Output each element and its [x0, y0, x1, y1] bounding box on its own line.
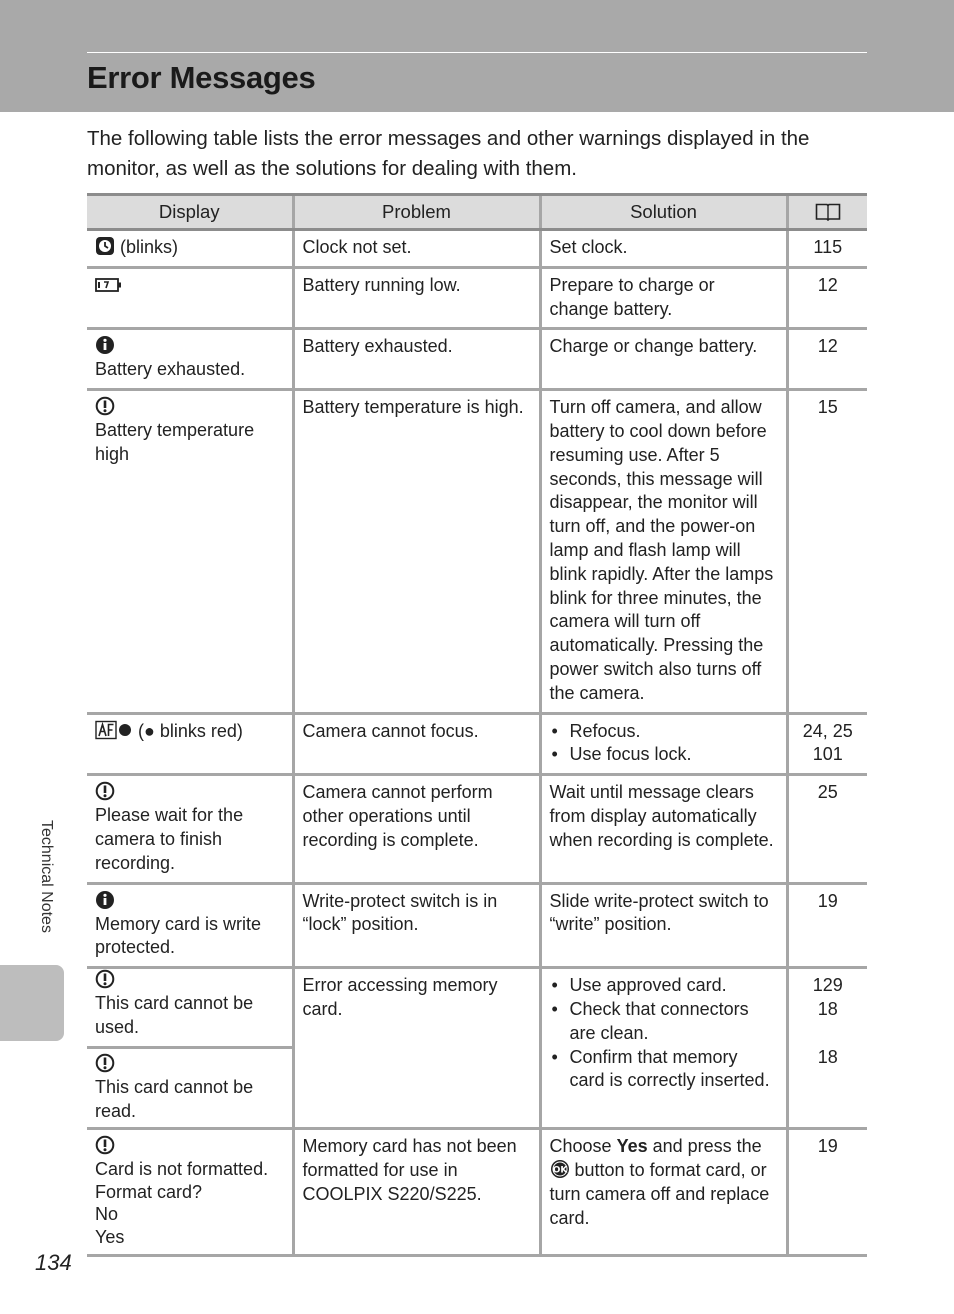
- display-cell: [87, 329, 293, 390]
- problem-cell: Error accessing memory card.: [293, 968, 540, 1129]
- display-part: [87, 1049, 292, 1128]
- display-line: No: [95, 1204, 119, 1225]
- problem-cell: Camera cannot perform other operations until recording is complete.: [293, 775, 540, 883]
- problem-cell: Memory card has not been formatted for use in COOLPIX S220/S225.: [293, 1129, 540, 1256]
- page-number: 134: [35, 1250, 72, 1275]
- intro-paragraph: The following table lists the error messages and other warnings displayed in the monitor, as well as the solutions for dealing with them.: [87, 127, 810, 180]
- solution-list: [550, 974, 778, 1093]
- solution-list: [550, 720, 778, 768]
- table-row: [87, 775, 867, 883]
- solution-cell: [540, 713, 787, 775]
- solution-cell: [540, 1129, 787, 1256]
- display-cell: [87, 775, 293, 883]
- page-title: Error Messages: [87, 60, 316, 95]
- table-header-row: [87, 195, 867, 230]
- display-part: [87, 969, 292, 1049]
- table-row: [87, 713, 867, 775]
- problem-cell: Clock not set.: [293, 230, 540, 268]
- reference-cell: 25: [787, 775, 867, 883]
- solution-item: • Confirm that memory card is correctly inserted.: [550, 1046, 778, 1094]
- solution-header: Solution: [540, 195, 787, 230]
- info-icon: [95, 890, 115, 910]
- solution-text: Choose: [549, 1136, 612, 1157]
- warning-icon: [95, 969, 115, 989]
- reference-cell: 19: [787, 1129, 867, 1256]
- warning-icon: [95, 781, 115, 801]
- reference-cell: 19: [787, 883, 867, 968]
- clock-warning-icon: [95, 236, 115, 256]
- reference-line: [791, 1022, 866, 1046]
- solution-cell: Slide write-protect switch to “write” position.: [540, 883, 787, 968]
- solution-cell: Charge or change battery.: [540, 329, 787, 390]
- table-row: [87, 1129, 867, 1256]
- display-cell: [87, 267, 293, 329]
- table-row: [87, 883, 867, 968]
- reference-line: 129: [812, 975, 843, 996]
- display-text: Please wait for the camera to finish recording.: [95, 805, 244, 873]
- reference-cell: 12: [787, 267, 867, 329]
- reference-line: 24, 25: [802, 720, 853, 741]
- solution-cell: Prepare to charge or change battery.: [540, 267, 787, 329]
- reference-cell: 15: [787, 390, 867, 713]
- reference-cell: 115: [787, 230, 867, 268]
- problem-header: Problem: [293, 195, 540, 230]
- low-battery-icon: [95, 276, 123, 294]
- solution-item: • Use focus lock.: [550, 743, 778, 767]
- reference-cell: [787, 713, 867, 775]
- display-text: Battery exhausted.: [95, 359, 246, 380]
- info-icon: [95, 335, 115, 355]
- display-cell: [87, 1129, 293, 1256]
- solution-cell: Wait until message clears from display automatically when recording is complete.: [540, 775, 787, 883]
- reference-header: [787, 195, 867, 230]
- display-line: Card is not formatted.: [95, 1159, 269, 1180]
- solution-yes-text: Yes: [616, 1136, 648, 1157]
- reference-line: 18: [817, 1046, 838, 1067]
- problem-cell: Battery running low.: [293, 267, 540, 329]
- table-row: [87, 329, 867, 390]
- svg-text:OK: OK: [552, 1165, 567, 1176]
- solution-text: button to format card, or turn camera off and replace card.: [549, 1160, 770, 1228]
- solution-cell: Set clock.: [540, 230, 787, 268]
- solution-item: • Use approved card.: [550, 974, 778, 998]
- solution-cell: Turn off camera, and allow battery to cool down before resuming use. After 5 seconds, this message will disappear, the monitor will turn off, and the power-on lamp and flash lamp will blink rapidly. After the lamps blink for three minutes, the camera will turn off automatically. Pressing the power switch also turns off the camera.: [540, 390, 787, 713]
- display-cell: [87, 390, 293, 713]
- table-row: [87, 230, 867, 268]
- warning-icon: [95, 1135, 115, 1155]
- display-text: This card cannot be read.: [95, 1076, 254, 1121]
- display-text: Battery temperature high: [95, 420, 255, 464]
- solution-item: • Check that connectors are clean.: [550, 998, 778, 1046]
- af-dot-icon: [95, 720, 133, 740]
- header-rule: [87, 52, 867, 53]
- error-messages-table: [87, 193, 867, 1257]
- side-tab-marker: [0, 965, 64, 1041]
- display-text: This card cannot be used.: [95, 993, 254, 1037]
- table-row: [87, 390, 867, 713]
- book-reference-icon: [815, 201, 841, 221]
- display-cell: [87, 968, 293, 1129]
- reference-line: 18: [817, 998, 838, 1019]
- reference-cell: 12: [787, 329, 867, 390]
- side-section-label: Technical Notes: [38, 820, 55, 933]
- table-row: [87, 968, 867, 1129]
- warning-icon: [95, 1053, 115, 1073]
- problem-cell: Write-protect switch is in “lock” position.: [293, 883, 540, 968]
- display-header: Display: [87, 195, 293, 230]
- ok-button-icon: [550, 1159, 570, 1179]
- table-row: [87, 267, 867, 329]
- display-text: Memory card is write protected.: [95, 913, 262, 958]
- display-cell: [87, 883, 293, 968]
- display-line: Yes: [95, 1226, 125, 1247]
- display-line: Format card?: [95, 1181, 203, 1202]
- problem-cell: Battery exhausted.: [293, 329, 540, 390]
- display-text: (blinks): [120, 237, 179, 257]
- solution-cell: [540, 968, 787, 1129]
- display-cell: [87, 713, 293, 775]
- solution-item: • Refocus.: [550, 720, 778, 744]
- reference-cell: [787, 968, 867, 1129]
- display-text: (● blinks red): [138, 720, 243, 741]
- reference-line: 101: [812, 744, 843, 765]
- problem-cell: Camera cannot focus.: [293, 713, 540, 775]
- solution-text: and press the: [652, 1136, 762, 1157]
- warning-icon: [95, 396, 115, 416]
- display-cell: [87, 230, 293, 268]
- problem-cell: Battery temperature is high.: [293, 390, 540, 713]
